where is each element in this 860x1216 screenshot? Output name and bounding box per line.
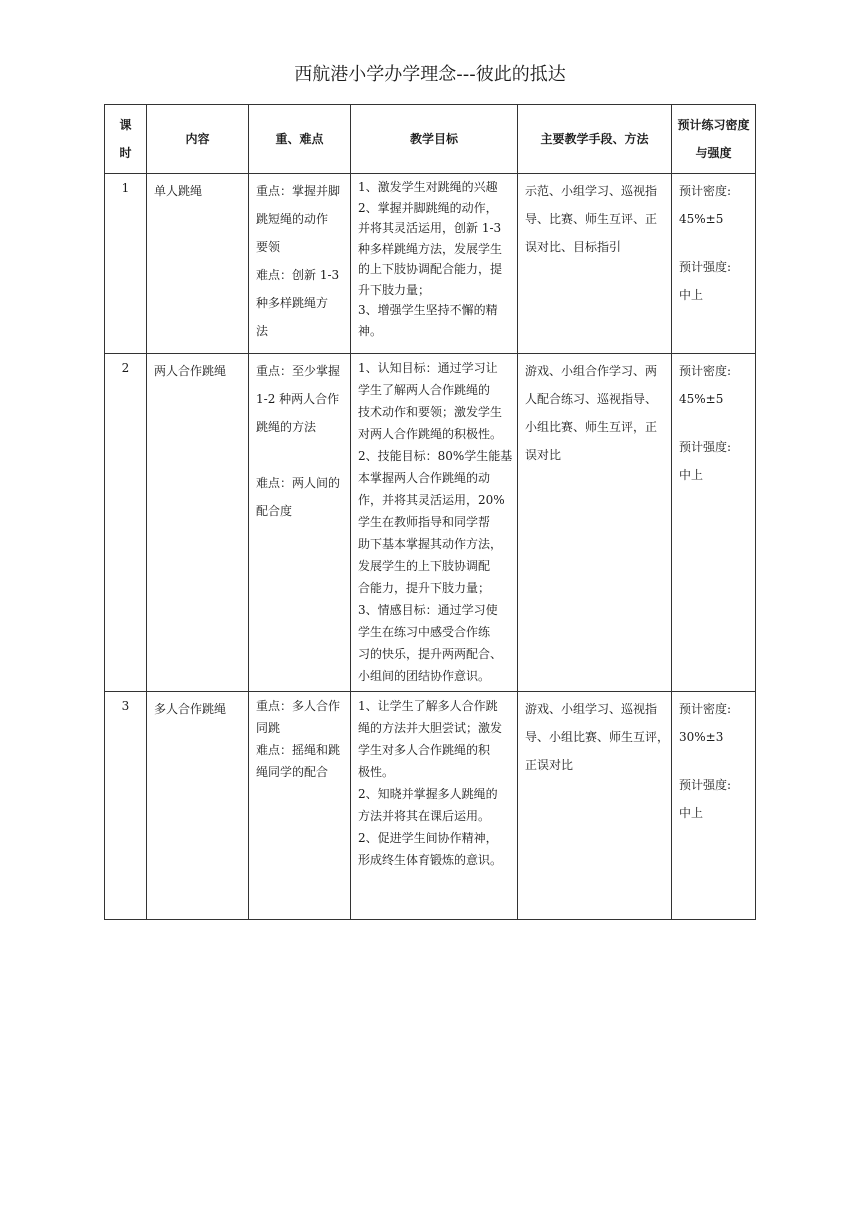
intensity-value: 中上 (679, 288, 704, 302)
goal-line: 对两人合作跳绳的积极性。 (358, 427, 503, 441)
goal-line: 1、认知目标：通过学习让 (358, 361, 498, 375)
goal-line: 极性。 (358, 765, 395, 779)
density-cell (672, 354, 756, 692)
key-points-cell (249, 354, 351, 692)
method-line: 游戏、小组学习、巡视指 (525, 702, 658, 716)
lesson-plan-table (104, 104, 756, 920)
density-cell (672, 174, 756, 354)
goal-line: 合能力，提升下肢力量； (358, 581, 491, 595)
methods-cell (518, 354, 672, 692)
content-cell: 多人合作跳绳 (147, 692, 249, 920)
key-point-line: 法 (256, 324, 269, 338)
density-label: 预计密度: (679, 184, 732, 198)
key-point-line: 1-2 种两人合作 (256, 392, 340, 406)
method-line: 游戏、小组合作学习、两 (525, 364, 658, 378)
goal-line: 神。 (358, 323, 383, 338)
goal-line: 种多样跳绳方法，发展学生 (358, 241, 503, 256)
density-value: 45%±5 (679, 392, 724, 406)
header-density: 预计练习密度与强度 (672, 105, 756, 174)
goal-line: 2、促进学生间协作精神， (358, 831, 498, 845)
goal-line: 形成终生体育锻炼的意识。 (358, 853, 503, 867)
difficulty-line: 难点：两人间的 (256, 476, 341, 490)
difficulty-line: 配合度 (256, 504, 293, 518)
key-point-line: 难点：摇绳和跳 (256, 743, 341, 757)
goal-line: 方法并将其在课后运用。 (358, 809, 491, 823)
intensity-label: 预计强度: (679, 260, 732, 274)
header-content: 内容 (147, 105, 249, 174)
goal-line: 1、激发学生对跳绳的兴趣 (358, 180, 498, 194)
density-cell (672, 692, 756, 920)
table-row (105, 354, 756, 692)
header-row (105, 105, 756, 174)
goal-line: 3、情感目标：通过学习使 (358, 603, 498, 617)
lesson-number: 3 (105, 692, 147, 920)
methods-cell (518, 692, 672, 920)
goal-line: 学生对多人合作跳绳的积 (358, 743, 491, 757)
method-line: 小组比赛、师生互评，正 (525, 420, 658, 434)
goal-line: 2、掌握并脚跳绳的动作， (358, 200, 498, 215)
goal-line: 发展学生的上下肢协调配 (358, 559, 491, 573)
table-row (105, 174, 756, 354)
header-goals: 教学目标 (351, 105, 518, 174)
goal-line: 作，并将其灵活运用，20% (358, 493, 505, 507)
goal-line: 2、技能目标：80%学生能基 (358, 449, 513, 463)
density-value: 45%±5 (679, 212, 724, 226)
key-point-line: 重点：掌握并脚 (256, 184, 341, 198)
density-label: 预计密度: (679, 364, 732, 378)
header-key-points: 重、难点 (249, 105, 351, 174)
header-lesson: 课时 (105, 105, 147, 174)
key-point-line: 重点：至少掌握 (256, 364, 341, 378)
content-cell: 两人合作跳绳 (147, 354, 249, 692)
intensity-label: 预计强度: (679, 440, 732, 454)
key-point-line: 要领 (256, 240, 281, 254)
key-point-line: 跳绳的方法 (256, 420, 317, 434)
method-line: 正误对比 (525, 758, 574, 772)
key-point-line: 种多样跳绳方 (256, 296, 329, 310)
goal-line: 助下基本掌握其动作方法， (358, 537, 503, 551)
intensity-label: 预计强度: (679, 778, 732, 792)
goal-line: 学生在练习中感受合作练 (358, 625, 491, 639)
key-point-line: 重点：多人合作 (256, 699, 341, 713)
page-title: 西航港小学办学理念---彼此的抵达 (294, 64, 566, 85)
goals-cell (351, 354, 518, 692)
goal-line: 2、知晓并掌握多人跳绳的 (358, 787, 498, 801)
goal-line: 的上下肢协调配合能力，提 (358, 262, 503, 276)
methods-cell (518, 174, 672, 354)
goals-cell (351, 174, 518, 354)
key-point-line: 同跳 (256, 721, 281, 735)
key-point-line: 难点：创新 1-3 (256, 268, 340, 282)
lesson-number: 2 (105, 354, 147, 692)
method-line: 导、比赛、师生互评、正 (525, 212, 658, 226)
goal-line: 学生在教师指导和同学帮 (358, 515, 491, 529)
goal-line: 学生了解两人合作跳绳的 (358, 383, 491, 397)
method-line: 误对比、目标指引 (525, 240, 622, 254)
goal-line: 本掌握两人合作跳绳的动 (358, 471, 491, 485)
key-points-cell (249, 692, 351, 920)
key-point-line: 绳同学的配合 (256, 765, 329, 779)
header-methods: 主要教学手段、方法 (518, 105, 672, 174)
method-line: 示范、小组学习、巡视指 (525, 184, 658, 198)
intensity-value: 中上 (679, 468, 704, 482)
key-point-line: 跳短绳的动作 (256, 212, 329, 226)
density-label: 预计密度: (679, 702, 732, 716)
table-row (105, 692, 756, 920)
method-line: 人配合练习、巡视指导、 (525, 392, 658, 406)
goal-line: 3、增强学生坚持不懈的精 (358, 303, 498, 317)
goals-cell (351, 692, 518, 920)
intensity-value: 中上 (679, 806, 704, 820)
goal-line: 并将其灵活运用，创新 1-3 (358, 221, 502, 235)
goal-line: 1、让学生了解多人合作跳 (358, 699, 498, 713)
lesson-number: 1 (105, 174, 147, 354)
goal-line: 升下肢力量； (358, 282, 431, 297)
goal-line: 技术动作和要领；激发学生 (358, 405, 503, 419)
goal-line: 习的快乐，提升两两配合、 (358, 647, 503, 661)
content-cell: 单人跳绳 (147, 174, 249, 354)
key-points-cell (249, 174, 351, 354)
method-line: 导、小组比赛、师生互评， (525, 730, 670, 744)
goal-line: 绳的方法并大胆尝试；激发 (358, 721, 503, 735)
density-value: 30%±3 (679, 730, 724, 744)
goal-line: 小组间的团结协作意识。 (358, 669, 491, 683)
method-line: 误对比 (525, 448, 562, 462)
